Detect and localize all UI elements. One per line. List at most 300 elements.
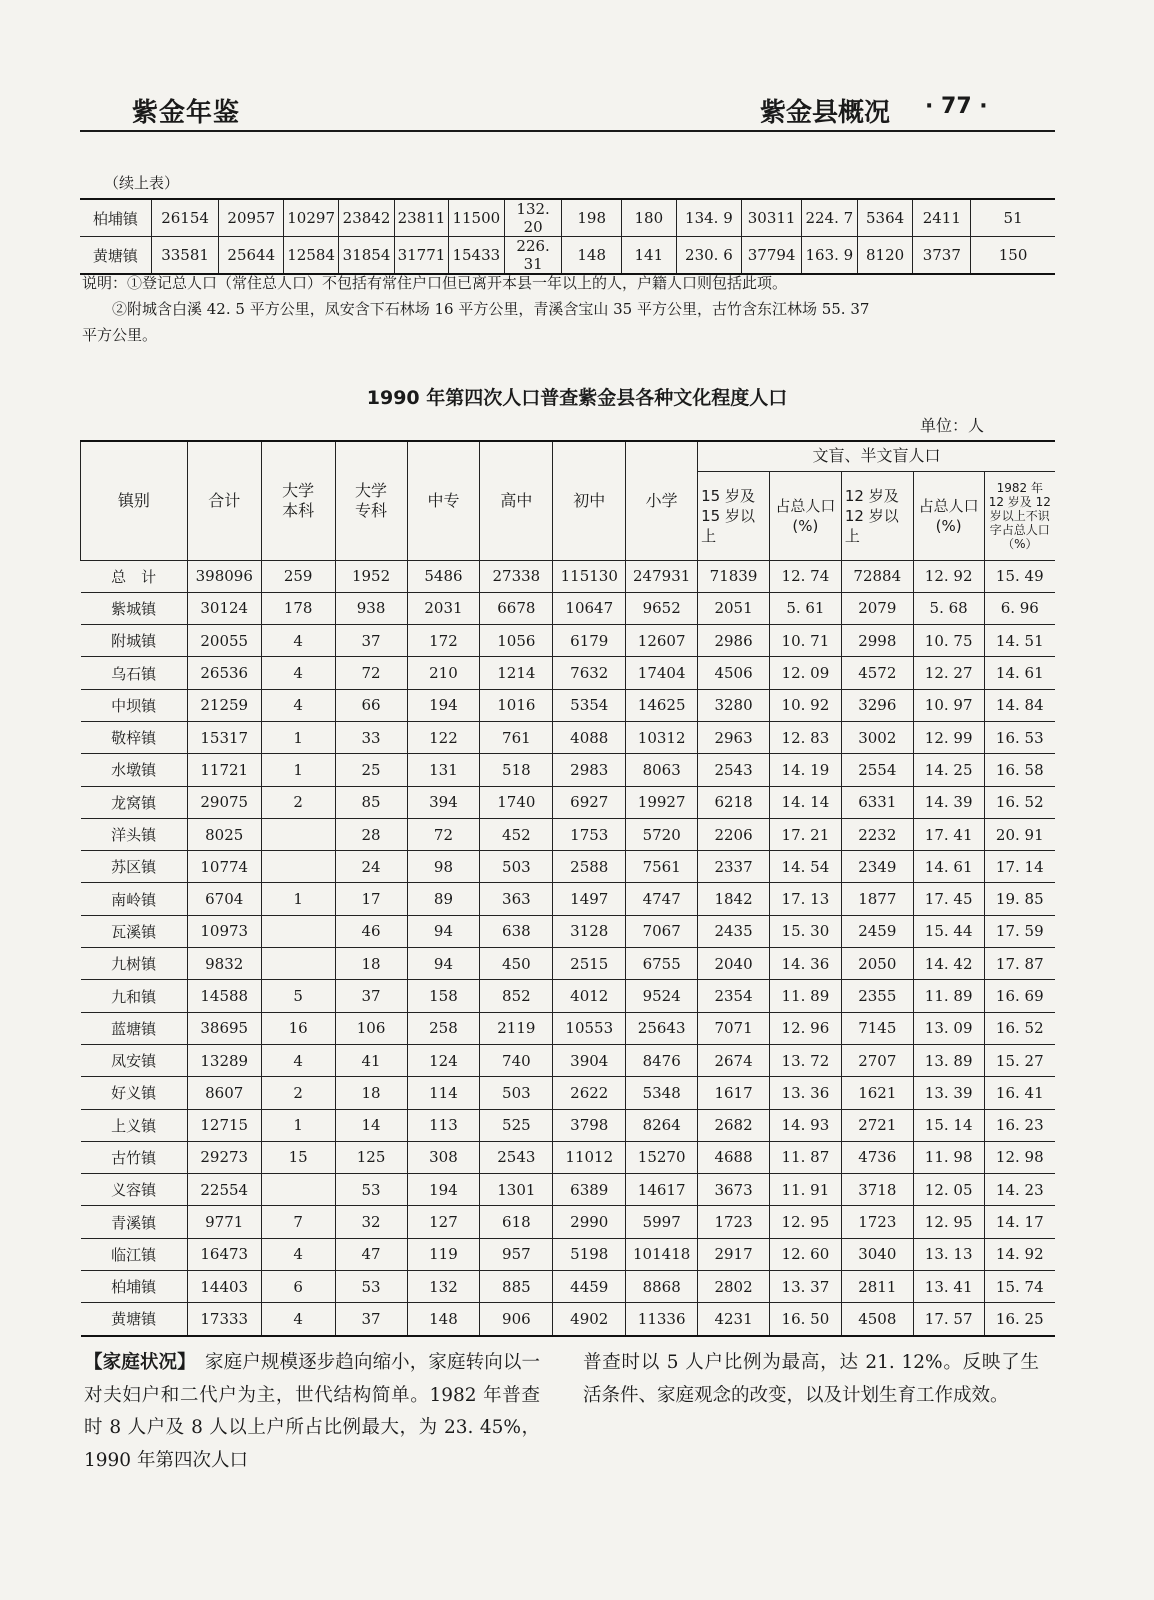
town-name-cell: 洋头镇	[81, 818, 188, 850]
value-cell: 2998	[841, 625, 913, 657]
value-cell: 5720	[626, 818, 698, 850]
value-cell: 17. 57	[913, 1303, 984, 1336]
value-cell: 8868	[626, 1271, 698, 1303]
value-cell: 30311	[742, 199, 802, 237]
value-cell: 26536	[187, 657, 261, 689]
value-cell: 2355	[841, 980, 913, 1012]
value-cell: 2206	[698, 818, 770, 850]
value-cell: 618	[480, 1206, 553, 1238]
value-cell: 20055	[187, 625, 261, 657]
value-cell: 9832	[187, 948, 261, 980]
town-name-cell: 总 计	[81, 560, 188, 592]
value-cell: 16473	[187, 1238, 261, 1270]
value-cell: 1	[261, 883, 335, 915]
table-row	[81, 915, 1056, 947]
value-cell: 9524	[626, 980, 698, 1012]
value-cell: 106	[335, 1012, 407, 1044]
table-row	[81, 818, 1056, 850]
value-cell: 2354	[698, 980, 770, 1012]
value-cell: 17. 14	[984, 851, 1055, 883]
header-illiterate: 文盲、半文盲人口	[698, 441, 1055, 471]
value-cell: 2411	[913, 199, 971, 237]
table-row	[81, 592, 1056, 624]
value-cell: 761	[480, 721, 553, 753]
value-cell: 6678	[480, 592, 553, 624]
value-cell: 17. 59	[984, 915, 1055, 947]
town-name-cell: 黄塘镇	[81, 1303, 188, 1336]
value-cell: 18	[335, 1077, 407, 1109]
value-cell: 10553	[553, 1012, 626, 1044]
value-cell: 2040	[698, 948, 770, 980]
table-row	[81, 883, 1056, 915]
value-cell: 71839	[698, 560, 770, 592]
value-cell: 2050	[841, 948, 913, 980]
value-cell: 6. 96	[984, 592, 1055, 624]
town-name-cell: 苏区镇	[81, 851, 188, 883]
value-cell: 20. 91	[984, 818, 1055, 850]
town-name-cell: 古竹镇	[81, 1141, 188, 1173]
value-cell: 31771	[394, 237, 448, 275]
value-cell: 3737	[913, 237, 971, 275]
value-cell: 17. 13	[769, 883, 841, 915]
value-cell: 10297	[284, 199, 339, 237]
value-cell: 2588	[553, 851, 626, 883]
value-cell: 15433	[448, 237, 504, 275]
value-cell: 2990	[553, 1206, 626, 1238]
town-name-cell: 柏埔镇	[80, 199, 151, 237]
value-cell: 5348	[626, 1077, 698, 1109]
value-cell: 7145	[841, 1012, 913, 1044]
value-cell: 4572	[841, 657, 913, 689]
value-cell: 4012	[553, 980, 626, 1012]
value-cell: 6331	[841, 786, 913, 818]
table-row	[81, 1174, 1056, 1206]
value-cell: 11. 89	[769, 980, 841, 1012]
value-cell: 852	[480, 980, 553, 1012]
value-cell: 7561	[626, 851, 698, 883]
town-name-cell: 水墩镇	[81, 754, 188, 786]
value-cell: 25644	[219, 237, 284, 275]
table-row	[81, 754, 1056, 786]
value-cell: 12. 92	[913, 560, 984, 592]
value-cell: 15. 30	[769, 915, 841, 947]
note-line-2: ②附城含白溪 42. 5 平方公里，凤安含下石林场 16 平方公里，青溪含宝山 35 平方公里，古竹含东江林场 55. 37	[82, 300, 870, 318]
value-cell: 11721	[187, 754, 261, 786]
value-cell: 4	[261, 625, 335, 657]
table-row	[81, 625, 1056, 657]
value-cell: 2554	[841, 754, 913, 786]
value-cell: 17. 21	[769, 818, 841, 850]
value-cell: 11. 87	[769, 1141, 841, 1173]
value-cell: 11500	[448, 199, 504, 237]
value-cell: 12. 98	[984, 1141, 1055, 1173]
value-cell: 13. 36	[769, 1077, 841, 1109]
header-age12: 12 岁及 12 岁以上	[841, 471, 913, 560]
value-cell: 29075	[187, 786, 261, 818]
value-cell: 2986	[698, 625, 770, 657]
value-cell: 12. 27	[913, 657, 984, 689]
value-cell: 5364	[857, 199, 913, 237]
value-cell: 15	[261, 1141, 335, 1173]
value-cell: 131	[407, 754, 480, 786]
value-cell: 638	[480, 915, 553, 947]
value-cell: 17. 87	[984, 948, 1055, 980]
value-cell: 17404	[626, 657, 698, 689]
value-cell: 2435	[698, 915, 770, 947]
value-cell: 1723	[698, 1206, 770, 1238]
value-cell: 7	[261, 1206, 335, 1238]
value-cell: 6927	[553, 786, 626, 818]
header-univ: 大学本科	[261, 441, 335, 560]
value-cell: 13. 72	[769, 1044, 841, 1076]
value-cell: 72884	[841, 560, 913, 592]
table-row	[81, 560, 1056, 592]
value-cell: 132	[407, 1271, 480, 1303]
value-cell: 25	[335, 754, 407, 786]
value-cell: 5	[261, 980, 335, 1012]
value-cell: 230. 6	[676, 237, 742, 275]
value-cell: 14. 61	[913, 851, 984, 883]
value-cell: 14. 36	[769, 948, 841, 980]
value-cell: 33581	[151, 237, 219, 275]
value-cell	[261, 915, 335, 947]
value-cell: 2917	[698, 1238, 770, 1270]
town-name-cell: 瓦溪镇	[81, 915, 188, 947]
table-row	[81, 1271, 1056, 1303]
value-cell: 938	[335, 592, 407, 624]
value-cell: 14. 19	[769, 754, 841, 786]
town-name-cell: 临江镇	[81, 1238, 188, 1270]
value-cell: 16. 50	[769, 1303, 841, 1336]
value-cell: 22554	[187, 1174, 261, 1206]
value-cell: 2349	[841, 851, 913, 883]
value-cell: 12. 05	[913, 1174, 984, 1206]
table-row	[81, 1044, 1056, 1076]
value-cell: 158	[407, 980, 480, 1012]
value-cell: 113	[407, 1109, 480, 1141]
value-cell: 452	[480, 818, 553, 850]
value-cell: 258	[407, 1012, 480, 1044]
value-cell: 9652	[626, 592, 698, 624]
value-cell: 12. 99	[913, 721, 984, 753]
value-cell: 4736	[841, 1141, 913, 1173]
table-row	[81, 1141, 1056, 1173]
education-table	[80, 440, 1055, 1337]
value-cell: 41	[335, 1044, 407, 1076]
value-cell: 5486	[407, 560, 480, 592]
value-cell: 12. 95	[769, 1206, 841, 1238]
value-cell: 450	[480, 948, 553, 980]
value-cell: 2983	[553, 754, 626, 786]
value-cell: 13289	[187, 1044, 261, 1076]
town-name-cell: 义容镇	[81, 1174, 188, 1206]
unit-label: 单位：人	[920, 416, 985, 435]
value-cell: 518	[480, 754, 553, 786]
town-name-cell: 上义镇	[81, 1109, 188, 1141]
value-cell: 1877	[841, 883, 913, 915]
value-cell: 5354	[553, 689, 626, 721]
value-cell: 15. 14	[913, 1109, 984, 1141]
value-cell: 12. 09	[769, 657, 841, 689]
value-cell: 5. 61	[769, 592, 841, 624]
value-cell: 172	[407, 625, 480, 657]
continued-table-row	[80, 237, 1055, 275]
value-cell: 12. 96	[769, 1012, 841, 1044]
value-cell: 2721	[841, 1109, 913, 1141]
value-cell: 2682	[698, 1109, 770, 1141]
value-cell: 8264	[626, 1109, 698, 1141]
value-cell: 2051	[698, 592, 770, 624]
value-cell: 2543	[480, 1141, 553, 1173]
town-name-cell: 九树镇	[81, 948, 188, 980]
value-cell: 957	[480, 1238, 553, 1270]
value-cell: 5198	[553, 1238, 626, 1270]
value-cell: 394	[407, 786, 480, 818]
value-cell: 2811	[841, 1271, 913, 1303]
value-cell	[261, 1174, 335, 1206]
value-cell: 2963	[698, 721, 770, 753]
value-cell: 3673	[698, 1174, 770, 1206]
value-cell: 51	[971, 199, 1055, 237]
family-heading: 【家庭状况】	[84, 1352, 187, 1373]
value-cell: 198	[562, 199, 622, 237]
value-cell: 72	[335, 657, 407, 689]
value-cell: 17. 45	[913, 883, 984, 915]
value-cell: 132. 20	[504, 199, 562, 237]
value-cell: 503	[480, 1077, 553, 1109]
continued-label: （续上表）	[104, 174, 180, 192]
value-cell: 15. 74	[984, 1271, 1055, 1303]
value-cell: 1842	[698, 883, 770, 915]
value-cell: 2	[261, 1077, 335, 1109]
header-primary: 小学	[626, 441, 698, 560]
value-cell: 37794	[742, 237, 802, 275]
continued-table	[80, 198, 1055, 275]
value-cell: 4088	[553, 721, 626, 753]
value-cell: 10312	[626, 721, 698, 753]
value-cell: 24	[335, 851, 407, 883]
value-cell: 125	[335, 1141, 407, 1173]
value-cell: 148	[562, 237, 622, 275]
value-cell: 16. 41	[984, 1077, 1055, 1109]
value-cell: 259	[261, 560, 335, 592]
value-cell: 4	[261, 1044, 335, 1076]
value-cell: 10. 92	[769, 689, 841, 721]
value-cell: 37	[335, 625, 407, 657]
value-cell: 127	[407, 1206, 480, 1238]
table-row	[81, 948, 1056, 980]
value-cell: 1497	[553, 883, 626, 915]
value-cell: 363	[480, 883, 553, 915]
value-cell: 1753	[553, 818, 626, 850]
value-cell: 1301	[480, 1174, 553, 1206]
value-cell: 1723	[841, 1206, 913, 1238]
value-cell: 37	[335, 980, 407, 1012]
value-cell: 2337	[698, 851, 770, 883]
town-name-cell: 黄塘镇	[80, 237, 151, 275]
value-cell: 1016	[480, 689, 553, 721]
family-text-col2: 普查时以 5 人户比例为最高，达 21. 12%。反映了生活条件、家庭观念的改变，以及计划生育工作成效。	[583, 1352, 1039, 1406]
value-cell: 13. 41	[913, 1271, 984, 1303]
value-cell	[261, 851, 335, 883]
value-cell: 8025	[187, 818, 261, 850]
value-cell: 30124	[187, 592, 261, 624]
value-cell: 23842	[339, 199, 395, 237]
value-cell: 4	[261, 689, 335, 721]
value-cell: 37	[335, 1303, 407, 1336]
value-cell: 29273	[187, 1141, 261, 1173]
town-name-cell: 凤安镇	[81, 1044, 188, 1076]
value-cell: 1952	[335, 560, 407, 592]
value-cell: 53	[335, 1174, 407, 1206]
value-cell: 15. 49	[984, 560, 1055, 592]
value-cell: 17. 41	[913, 818, 984, 850]
value-cell: 16. 58	[984, 754, 1055, 786]
value-cell: 11012	[553, 1141, 626, 1173]
value-cell: 14. 14	[769, 786, 841, 818]
town-name-cell: 柏埔镇	[81, 1271, 188, 1303]
value-cell: 7071	[698, 1012, 770, 1044]
value-cell: 122	[407, 721, 480, 753]
value-cell: 31854	[339, 237, 395, 275]
value-cell: 2802	[698, 1271, 770, 1303]
value-cell: 194	[407, 689, 480, 721]
value-cell: 11. 91	[769, 1174, 841, 1206]
value-cell: 3280	[698, 689, 770, 721]
value-cell: 6	[261, 1271, 335, 1303]
value-cell: 180	[622, 199, 677, 237]
value-cell: 4508	[841, 1303, 913, 1336]
value-cell: 5997	[626, 1206, 698, 1238]
value-cell: 5. 68	[913, 592, 984, 624]
table-row	[81, 1109, 1056, 1141]
table-row	[81, 1077, 1056, 1109]
value-cell: 27338	[480, 560, 553, 592]
header-high: 高中	[480, 441, 553, 560]
value-cell: 2232	[841, 818, 913, 850]
table-row	[81, 1238, 1056, 1270]
header-pct15: 占总人口(%)	[769, 471, 841, 560]
value-cell: 4	[261, 657, 335, 689]
value-cell: 7067	[626, 915, 698, 947]
value-cell: 10. 71	[769, 625, 841, 657]
note-line-3: 平方公里。	[82, 326, 158, 344]
value-cell: 21259	[187, 689, 261, 721]
book-title: 紫金年鉴	[132, 98, 241, 128]
value-cell: 2459	[841, 915, 913, 947]
value-cell: 885	[480, 1271, 553, 1303]
value-cell: 12584	[284, 237, 339, 275]
table-row	[81, 980, 1056, 1012]
value-cell: 3296	[841, 689, 913, 721]
table-row	[81, 786, 1056, 818]
value-cell: 141	[622, 237, 677, 275]
value-cell: 17333	[187, 1303, 261, 1336]
value-cell: 4688	[698, 1141, 770, 1173]
town-name-cell: 九和镇	[81, 980, 188, 1012]
table-row	[81, 657, 1056, 689]
value-cell: 3128	[553, 915, 626, 947]
value-cell: 11. 89	[913, 980, 984, 1012]
value-cell: 16. 69	[984, 980, 1055, 1012]
header-college: 大学专科	[335, 441, 407, 560]
value-cell: 2622	[553, 1077, 626, 1109]
value-cell: 10973	[187, 915, 261, 947]
value-cell: 6704	[187, 883, 261, 915]
value-cell: 1	[261, 754, 335, 786]
value-cell: 10. 75	[913, 625, 984, 657]
value-cell: 4747	[626, 883, 698, 915]
value-cell: 10647	[553, 592, 626, 624]
table-row	[81, 689, 1056, 721]
value-cell: 15. 27	[984, 1044, 1055, 1076]
value-cell: 1740	[480, 786, 553, 818]
header-rule	[80, 130, 1055, 132]
value-cell: 1621	[841, 1077, 913, 1109]
town-name-cell: 附城镇	[81, 625, 188, 657]
value-cell: 3798	[553, 1109, 626, 1141]
value-cell: 85	[335, 786, 407, 818]
value-cell: 16. 53	[984, 721, 1055, 753]
table-row	[81, 1012, 1056, 1044]
value-cell: 17	[335, 883, 407, 915]
value-cell: 124	[407, 1044, 480, 1076]
table-row	[81, 721, 1056, 753]
value-cell: 194	[407, 1174, 480, 1206]
family-text-col1: 家庭户规模逐步趋向缩小，家庭转向以一对夫妇户和二代户为主，世代结构简单。1982 年普查时 8 人户及 8 人以上户所占比例最大，为 23. 45%，1990 年第四次人口	[84, 1352, 540, 1471]
header-town: 镇别	[81, 441, 188, 560]
value-cell: 150	[971, 237, 1055, 275]
page-number: · 77 ·	[925, 94, 988, 119]
value-cell: 2079	[841, 592, 913, 624]
value-cell: 14. 84	[984, 689, 1055, 721]
value-cell: 14. 54	[769, 851, 841, 883]
header-1982: 1982 年 12 岁及 12 岁以上不识字占总人口（%）	[984, 471, 1055, 560]
value-cell: 23811	[394, 199, 448, 237]
value-cell: 11. 98	[913, 1141, 984, 1173]
value-cell: 11336	[626, 1303, 698, 1336]
town-name-cell: 紫城镇	[81, 592, 188, 624]
family-paragraph-col1	[84, 1347, 540, 1477]
value-cell: 4	[261, 1303, 335, 1336]
value-cell: 163. 9	[802, 237, 858, 275]
header-age15: 15 岁及 15 岁以上	[698, 471, 770, 560]
value-cell: 2119	[480, 1012, 553, 1044]
value-cell: 16. 52	[984, 786, 1055, 818]
value-cell: 3904	[553, 1044, 626, 1076]
value-cell: 1	[261, 721, 335, 753]
value-cell: 10. 97	[913, 689, 984, 721]
value-cell: 8476	[626, 1044, 698, 1076]
value-cell: 224. 7	[802, 199, 858, 237]
value-cell: 25643	[626, 1012, 698, 1044]
value-cell: 10774	[187, 851, 261, 883]
value-cell: 134. 9	[676, 199, 742, 237]
value-cell: 1	[261, 1109, 335, 1141]
value-cell: 178	[261, 592, 335, 624]
value-cell: 89	[407, 883, 480, 915]
header-pct12: 占总人口(%)	[913, 471, 984, 560]
value-cell: 2543	[698, 754, 770, 786]
value-cell: 8120	[857, 237, 913, 275]
table-row	[81, 851, 1056, 883]
continued-table-row	[80, 199, 1055, 237]
value-cell: 4902	[553, 1303, 626, 1336]
town-name-cell: 好义镇	[81, 1077, 188, 1109]
value-cell: 15317	[187, 721, 261, 753]
value-cell: 26154	[151, 199, 219, 237]
value-cell: 14. 23	[984, 1174, 1055, 1206]
